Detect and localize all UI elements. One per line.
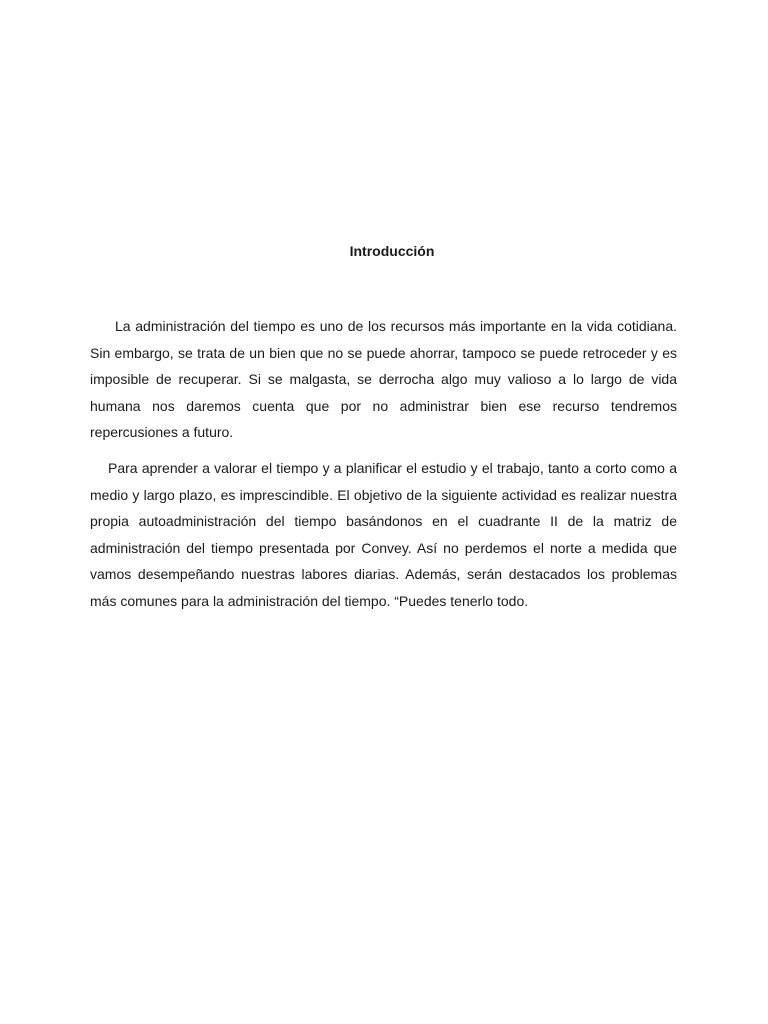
paragraph-1: La administración del tiempo es uno de los recursos más importante en la vida cotidiana. Sin embargo, se trata de un bien que no se puede ahorrar, tampoco se puede retroceder y es imposible de recuperar. Si se malgasta, se derrocha algo muy valioso a lo largo de vida humana nos daremos cuenta que por no administrar bien ese recurso tendremos repercusiones a futuro. bbox=[90, 318, 677, 440]
document-title: Introducción bbox=[349, 243, 435, 259]
paragraph-2: Para aprender a valorar el tiempo y a planificar el estudio y el trabajo, tanto a corto como a medio y largo plazo, es imprescindible. El objetivo de la siguiente actividad es realizar nuestra propia autoadministración del tiempo basándonos en el cuadrante II de la matriz de administración del tiempo presentada por Convey. Así no perdemos el norte a medida que vamos desempeñando nuestras labores diarias. Además, serán destacados los problemas más comunes para la administración del tiempo. “Puedes tenerlo todo. bbox=[90, 460, 677, 609]
